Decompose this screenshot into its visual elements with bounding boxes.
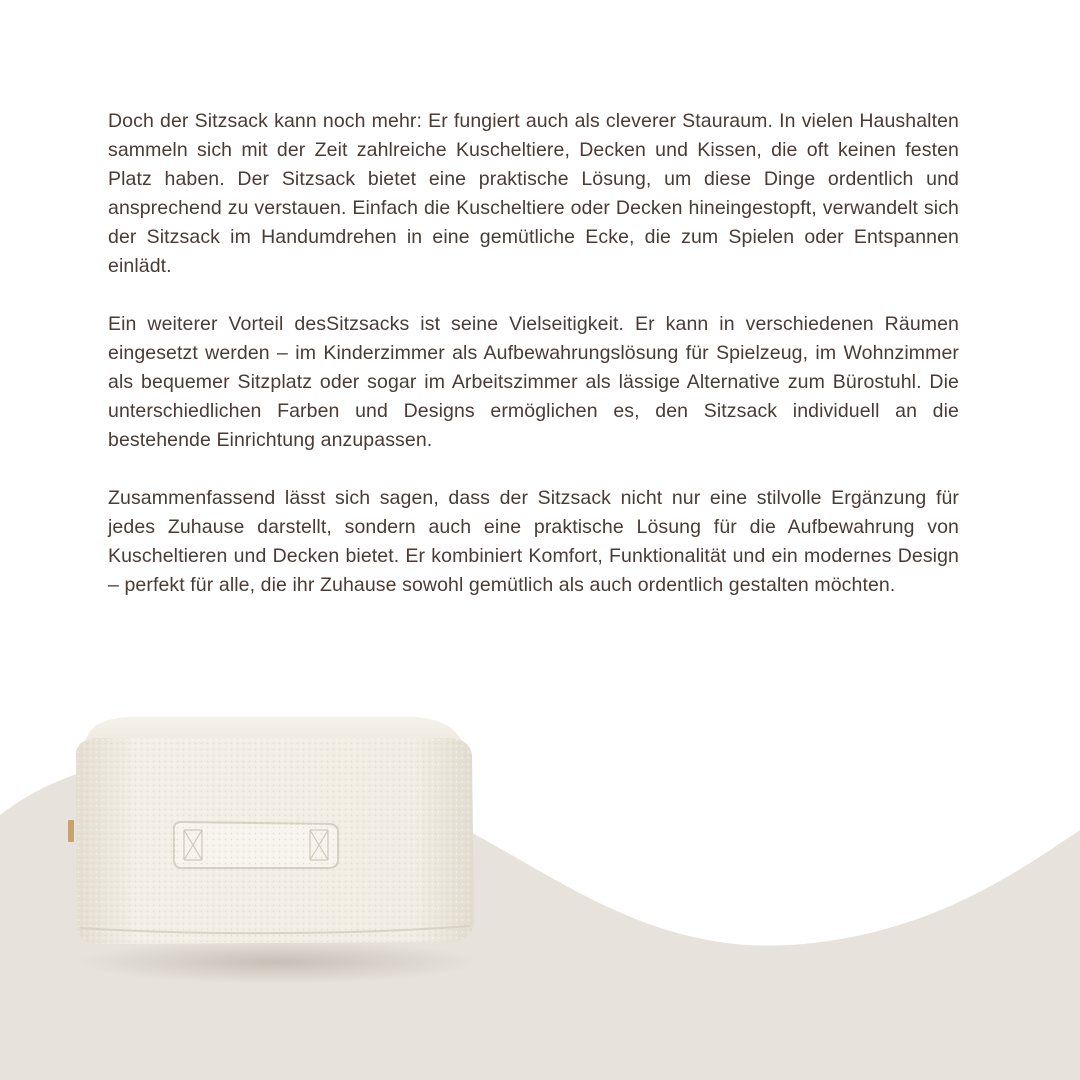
bean-bag-storage-cube-image: [56, 700, 496, 1000]
paragraph-summary: Zusammenfassend lässt sich sagen, dass der Sitzsack nicht nur eine stilvolle Ergänzung für jedes Zuhause darstellt, sondern auch eine praktische Lösung für die Aufbewahrung von Kuscheltieren und Decken bietet. Er kombiniert Komfort, Funktionalität und ein modernes Design – perfekt für alle, die ihr Zuhause sowohl gemütlich als auch ordentlich gestalten möchten.: [108, 487, 959, 596]
article-text: [108, 107, 959, 629]
paragraph-versatility: Ein weiterer Vorteil desSitzsacks ist seine Vielseitigkeit. Er kann in verschiedenen Räumen eingesetzt werden – im Kinderzimmer als Aufbewahrungslösung für Spielzeug, im Wohnzimmer als bequemer Sitzplatz oder sogar im Arbeitszimmer als lässige Alternative zum Bürostuhl. Die unterschiedlichen Farben und Designs ermöglichen es, den Sitzsack individuell an die bestehende Einrichtung anzupassen.: [108, 313, 959, 451]
paragraph-storage: Doch der Sitzsack kann noch mehr: Er fungiert auch als cleverer Stauraum. In vielen Haushalten sammeln sich mit der Zeit zahlreiche Kuscheltiere, Decken und Kissen, die oft keinen festen Platz haben. Der Sitzsack bietet eine praktische Lösung, um diese Dinge ordentlich und ansprechend zu verstauen. Einfach die Kuscheltiere oder Decken hineingestopft, verwandelt sich der Sitzsack im Handumdrehen in eine gemütliche Ecke, die zum Spielen oder Entspannen einlädt.: [108, 110, 959, 277]
